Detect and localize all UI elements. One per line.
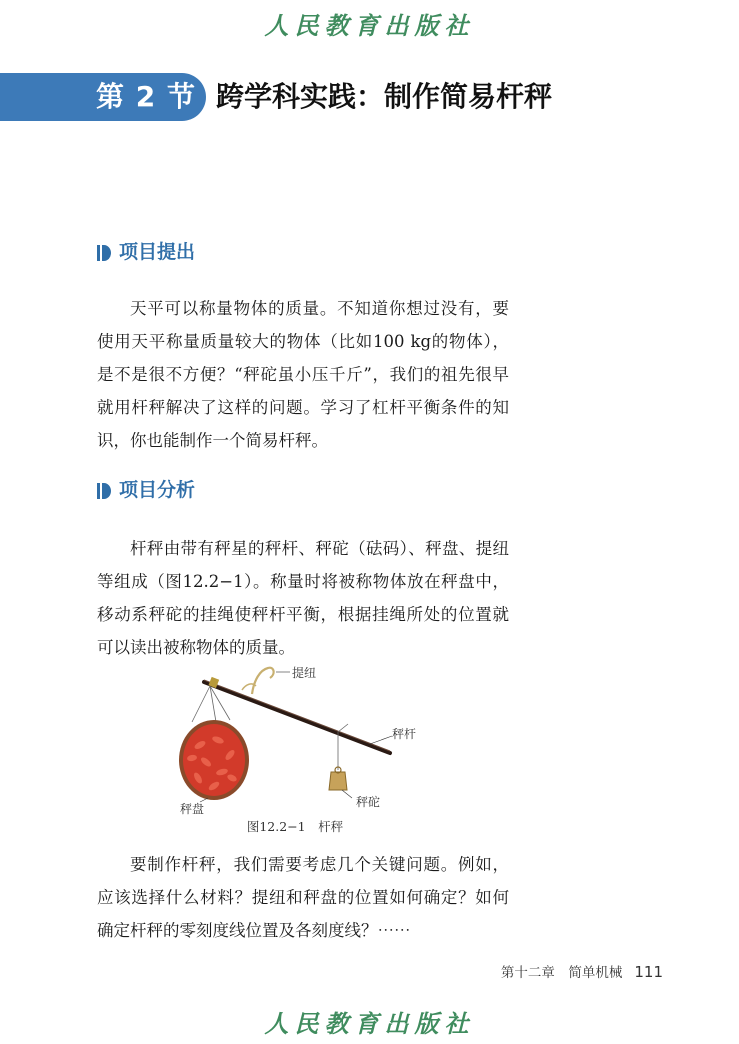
publisher-logo-bottom: 人民教育出版社 [264,1009,475,1038]
paragraph-3: 要制作杆秤，我们需要考虑几个关键问题。例如，应该选择什么材料？提纽和秤盘的位置如何确定？如何确定杆秤的零刻度线位置及各刻度线？⋯⋯ [97,855,509,940]
chapter-title: 第十二章 简单机械 [500,965,623,981]
page-number: 111 [634,963,663,981]
heading-analysis-text: 项目分析 [119,479,196,501]
label-beam: 秤杆 [392,727,417,741]
paragraph-2: 杆秤由带有秤星的秤杆、秤砣（砝码）、秤盘、提纽等组成（图12.2−1）。称量时将被称物体放在秤盘中，移动系秤砣的挂绳使秤杆平衡，根据挂绳所处的位置就可以读出被称物体的质量。 [97,539,509,657]
paragraph-1: 天平可以称量物体的质量。不知道你想过没有，要使用天平称量质量较大的物体（比如100 kg的物体），是不是很不方便？“秤砣虽小压千斤”，我们的祖先很早就用杆秤解决了这样的问题。学习了杠杆平衡条件的知识，你也能制作一个简易杆秤。 [97,299,509,450]
heading-proposal-text: 项目提出 [119,241,196,263]
heading-proposal [97,238,195,266]
label-weight: 秤砣 [356,795,381,809]
figure-caption: 图12.2−1 杆秤 [246,819,344,834]
publisher-logo-top: 人民教育出版社 [264,11,475,40]
heading-marker-icon [97,245,111,261]
heading-analysis [97,476,195,504]
section-title: 跨学科实践：制作简易杆秤 [216,80,553,113]
label-knob: 提纽 [292,666,317,680]
section-number: 第 2 节 [0,73,206,121]
heading-marker-icon [97,483,111,499]
label-pan: 秤盘 [180,802,205,816]
page-footer [501,961,663,981]
